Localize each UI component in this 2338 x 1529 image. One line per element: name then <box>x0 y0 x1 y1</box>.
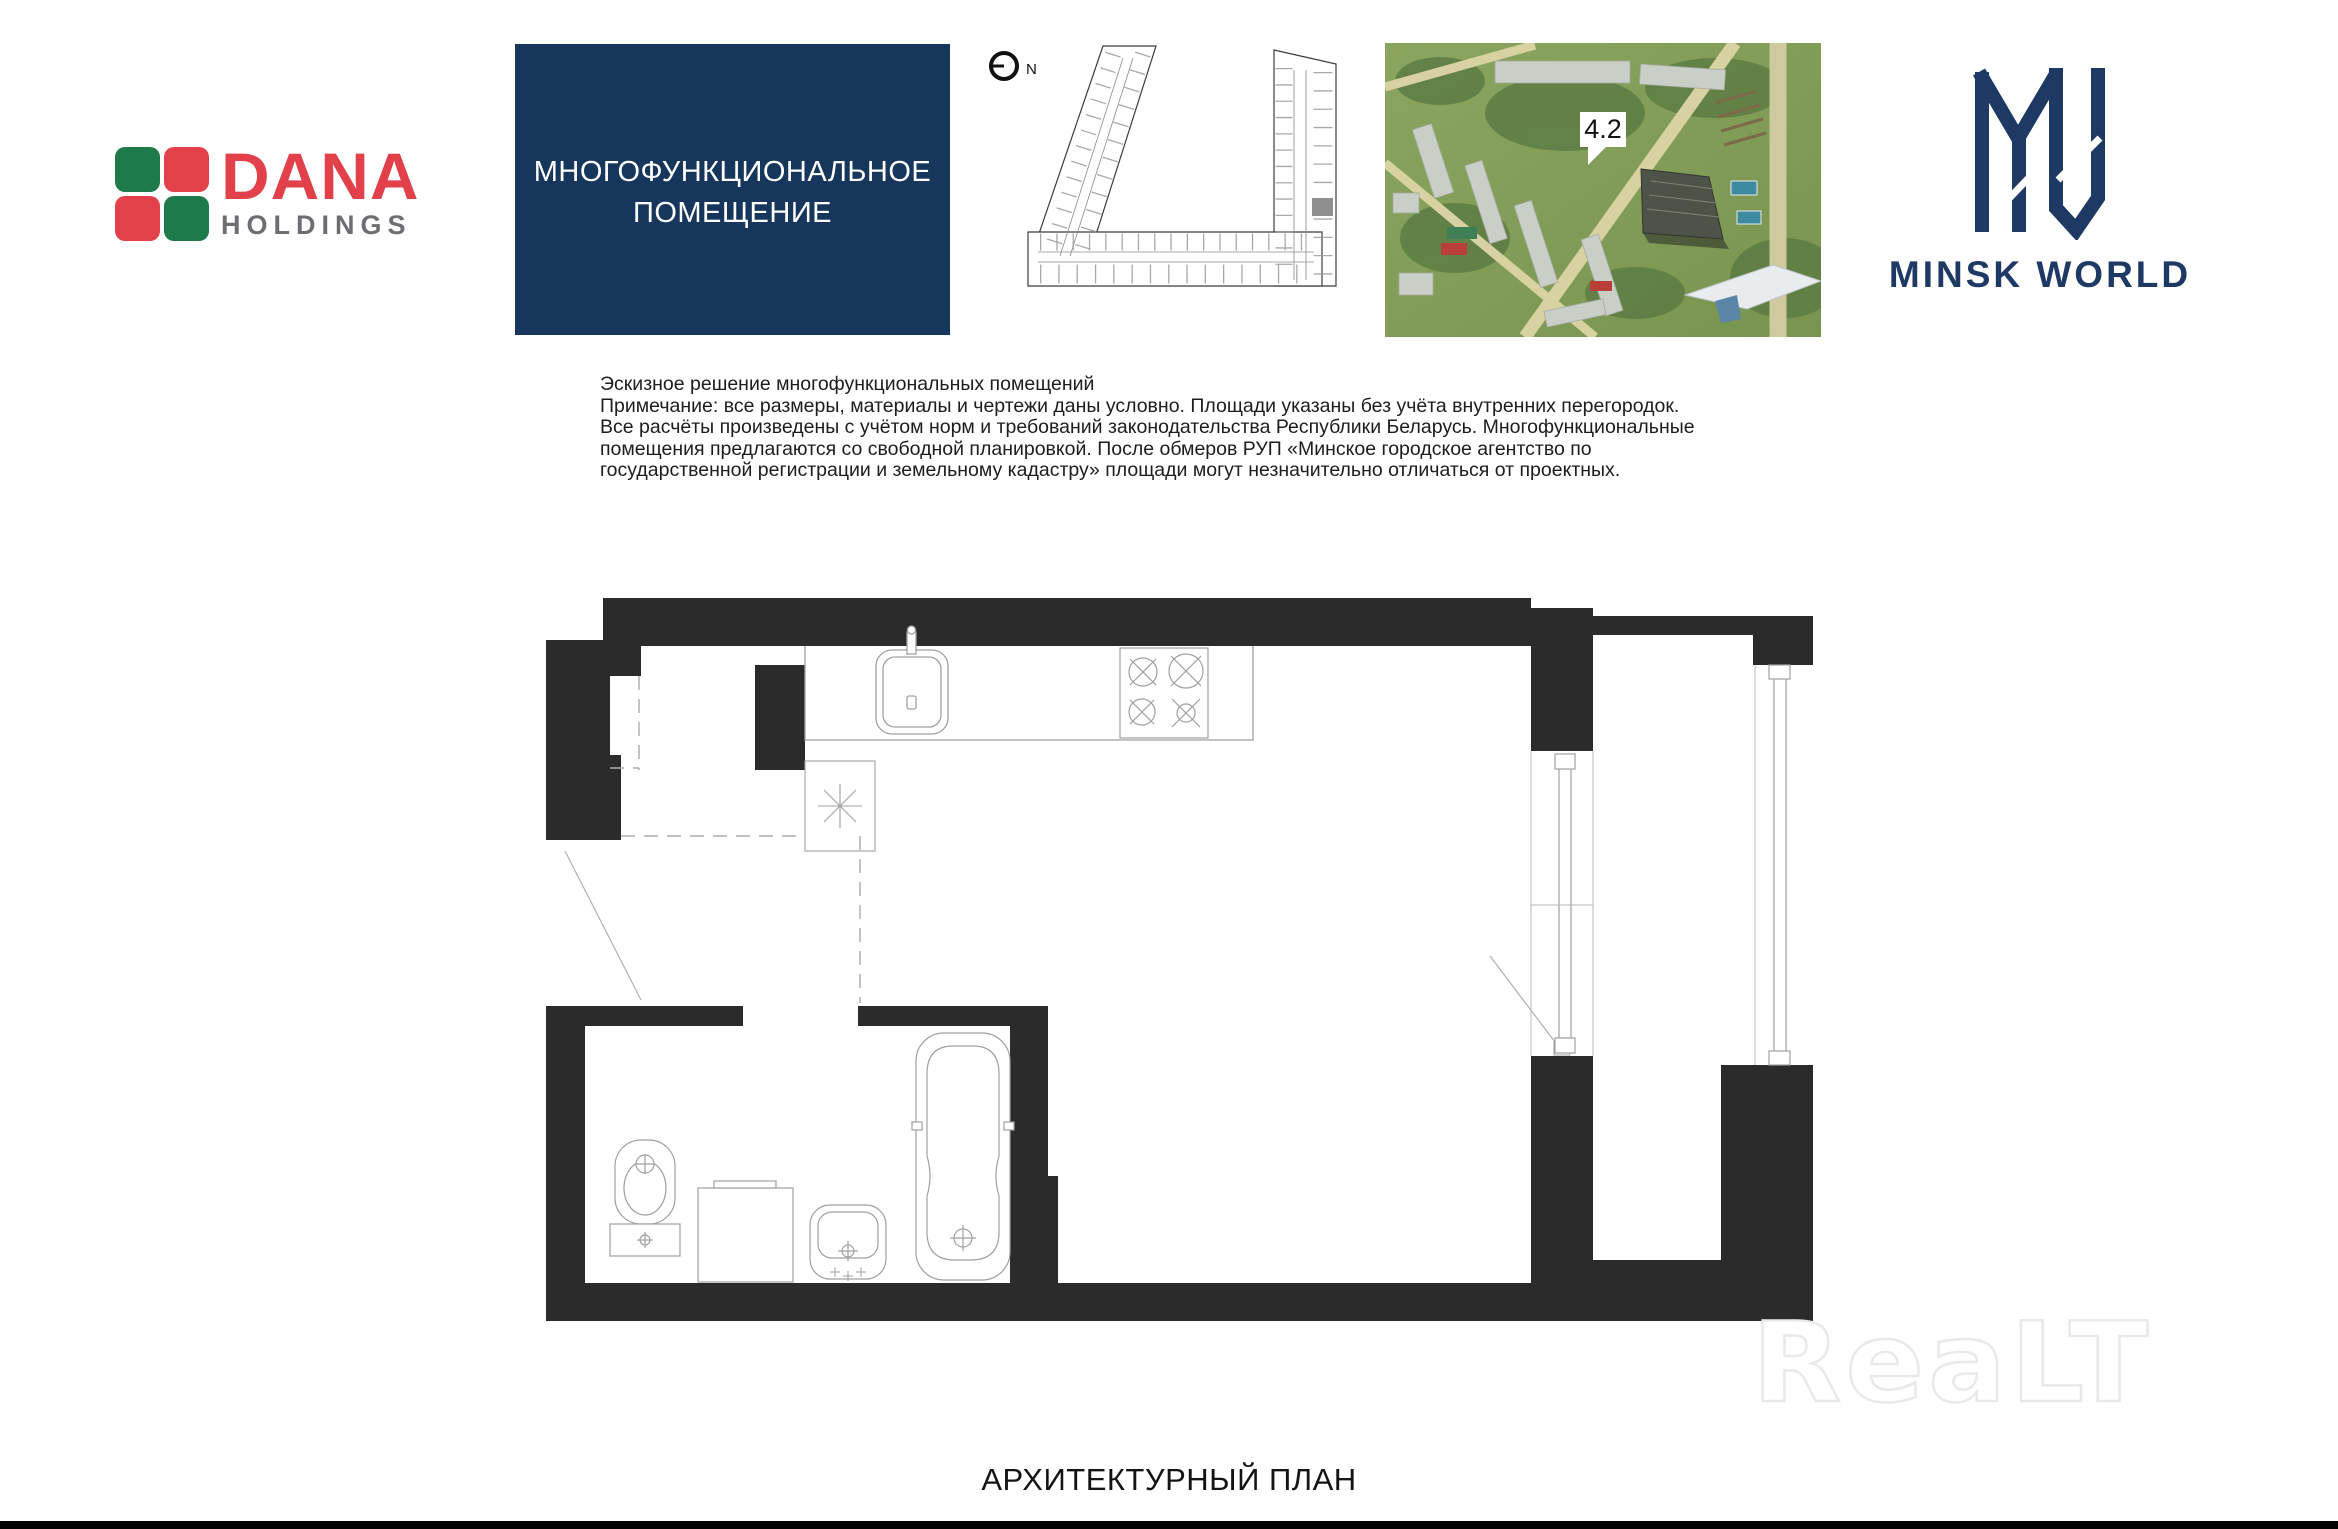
washbasin <box>810 1205 886 1281</box>
dana-wordmark: DANA <box>221 139 420 213</box>
building-outline-drawing <box>982 38 1348 344</box>
premises-title-box <box>515 44 950 335</box>
dana-square-red <box>164 147 209 192</box>
aerial-illustration <box>1385 43 1821 337</box>
disclaimer-line: государственной регистрации и земельному кадастру» площади могут незначительно отличаться от проектных. <box>600 459 1621 481</box>
disclaimer-line: Примечание: все размеры, материалы и чертежи даны условно. Площади указаны без учёта внутренних перегородок. <box>600 394 1680 417</box>
dana-holdings-logo <box>115 139 475 245</box>
building-floor-locator <box>982 38 1348 344</box>
bottom-edge-bar <box>0 1521 2338 1529</box>
ventilation-shaft <box>805 761 875 851</box>
kitchen-counter <box>805 646 1253 740</box>
unit-location-marker <box>1312 198 1333 216</box>
dana-holdings-label: HOLDINGS <box>221 210 412 240</box>
disclaimer-text <box>600 374 1780 482</box>
floor-plan <box>538 596 1818 1326</box>
loggia-glazing <box>1531 751 1593 1056</box>
premises-title-line1: МНОГОФУНКЦИОНАЛЬНОЕ <box>533 155 932 188</box>
dashed-partition-lines <box>610 676 860 1003</box>
disclaimer-line: Все расчёты произведены с учётом норм и требований законодательства Республики Беларусь. Многофункциональные <box>600 416 1695 438</box>
washing-machine <box>698 1181 793 1282</box>
dana-square-red <box>115 196 160 241</box>
disclaimer-line: помещения предлагаются со свободной планировкой. После обмеров РУП «Минское городское агентство по <box>600 437 1592 460</box>
dana-square-green <box>115 147 160 192</box>
sheet-title: АРХИТЕКТУРНЫЙ ПЛАН <box>981 1462 1357 1497</box>
north-arrow-icon <box>989 53 1017 79</box>
minsk-world-logo <box>1875 60 2205 315</box>
disclaimer-line: Эскизное решение многофункциональных помещений <box>600 373 1095 395</box>
minsk-world-monogram-icon <box>1970 60 2110 240</box>
dana-squares-icon <box>115 147 209 241</box>
dana-square-green <box>164 196 209 241</box>
toilet <box>610 1140 680 1256</box>
premises-title-line2: ПОМЕЩЕНИЕ <box>632 196 833 229</box>
north-label: N <box>1026 61 1037 78</box>
minsk-world-wordmark: MINSK WORLD <box>1888 254 2192 295</box>
stove <box>1120 648 1208 738</box>
building-number-callout: 4.2 <box>1580 112 1626 147</box>
loggia-windows <box>1755 665 1790 1065</box>
aerial-site-photo <box>1385 43 1821 337</box>
realt-watermark: ReaLT <box>1752 1299 2153 1428</box>
bathtub <box>912 1033 1014 1280</box>
